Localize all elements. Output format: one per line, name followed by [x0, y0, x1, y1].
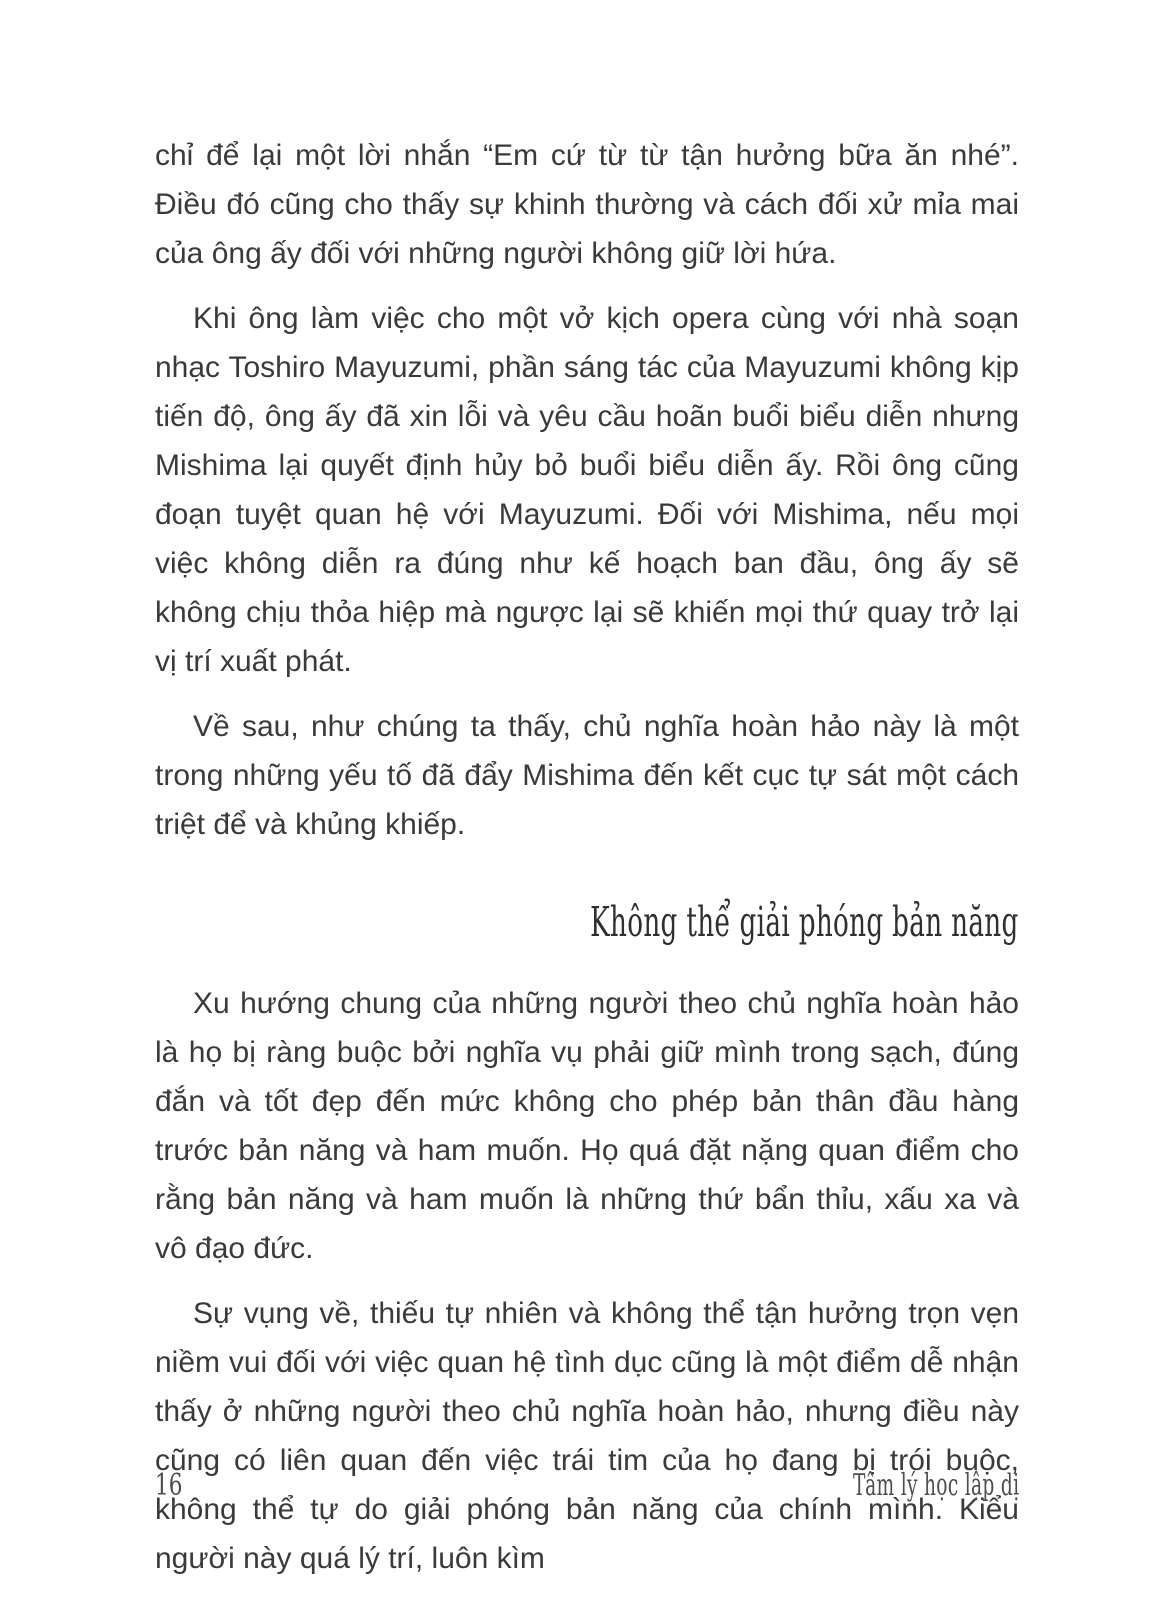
- page-body: [155, 131, 1019, 1599]
- section-heading: [155, 891, 1019, 953]
- body-paragraph: Về sau, như chúng ta thấy, chủ nghĩa hoàn hảo này là một trong những yếu tố đã đẩy Mishima đến kết cục tự sát một cách triệt để và khủng khiếp.: [155, 710, 1019, 841]
- page-footer: [155, 1468, 1019, 1504]
- page-number: 16: [155, 1468, 183, 1503]
- section-heading-text: Không thể giải phóng bản năng: [590, 898, 1019, 946]
- body-paragraph: Khi ông làm việc cho một vở kịch opera cùng với nhà soạn nhạc Toshiro Mayuzumi, phần sáng tác của Mayuzumi không kịp tiến độ, ông ấy đã xin lỗi và yêu cầu hoãn buổi biểu diễn nhưng Mishima lại quyết định hủy bỏ buổi biểu diễn ấy. Rồi ông cũng đoạn tuyệt quan hệ với Mayuzumi. Đối với Mishima, nếu mọi việc không diễn ra đúng như kế hoạch ban đầu, ông ấy sẽ không chịu thỏa hiệp mà ngược lại sẽ khiến mọi thứ quay trở lại vị trí xuất phát.: [155, 302, 1019, 678]
- body-paragraph: Xu hướng chung của những người theo chủ nghĩa hoàn hảo là họ bị ràng buộc bởi nghĩa vụ phải giữ mình trong sạch, đúng đắn và tốt đẹp đến mức không cho phép bản thân đầu hàng trước bản năng và ham muốn. Họ quá đặt nặng quan điểm cho rằng bản năng và ham muốn là những thứ bẩn thỉu, xấu xa và vô đạo đức.: [155, 987, 1019, 1265]
- running-title: Tâm lý học lập dị: [852, 1468, 1019, 1503]
- body-paragraph: Sự vụng về, thiếu tự nhiên và không thể tận hưởng trọn vẹn niềm vui đối với việc quan hệ tình dục cũng là một điểm dễ nhận thấy ở những người theo chủ nghĩa hoàn hảo, nhưng điều này cũng có liên quan đến việc trái tim của họ đang bị trói buộc, không thể tự do giải phóng bản năng của chính mình. Kiểu người này quá lý trí, luôn kìm: [155, 1297, 1019, 1575]
- body-paragraph: chỉ để lại một lời nhắn “Em cứ từ từ tận hưởng bữa ăn nhé”. Điều đó cũng cho thấy sự khinh thường và cách đối xử mỉa mai của ông ấy đối với những người không giữ lời hứa.: [155, 139, 1019, 270]
